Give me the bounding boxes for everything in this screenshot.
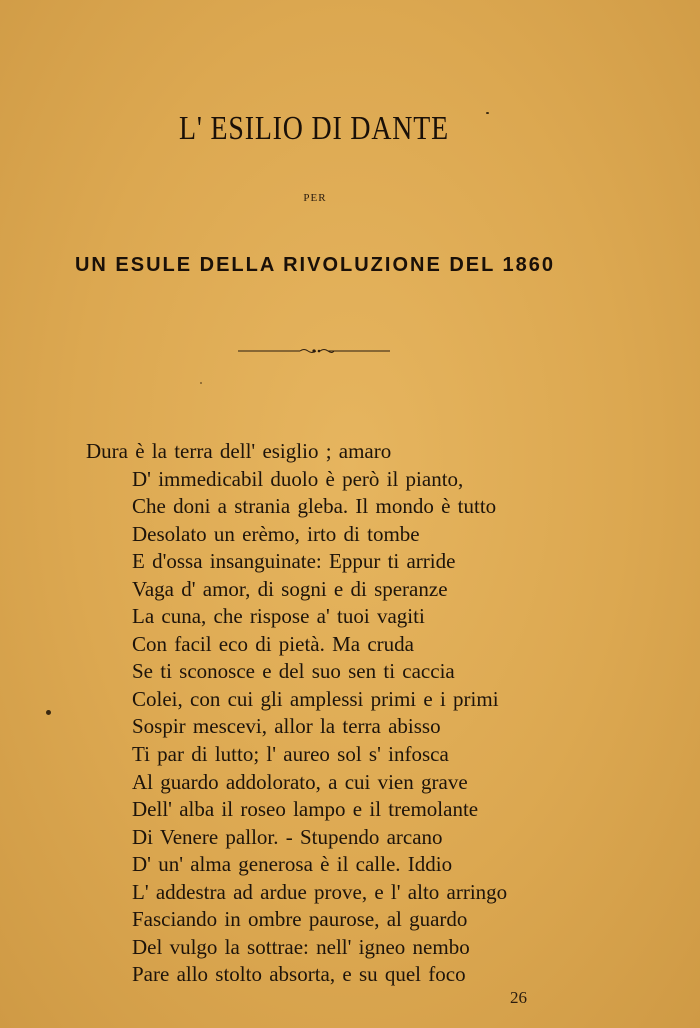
poem-line: La cuna, che rispose a' tuoi vagiti: [132, 604, 425, 629]
poem-line: Ti par di lutto; l' aureo sol s' infosca: [132, 742, 449, 767]
poem-line: Colei, con cui gli amplessi primi e i primi: [132, 686, 499, 711]
poem-line: Pare allo stolto absorta, e su quel foco: [132, 962, 466, 987]
poem-text: [0, 438, 700, 989]
poem-line: Sospir mescevi, allor la terra abisso: [132, 714, 441, 739]
poem-line: Che doni a strania gleba. Il mondo è tutto: [132, 494, 497, 519]
paper-speck: [200, 382, 202, 384]
poem-line: Del vulgo la sottrae: nell' igneo nembo: [132, 934, 470, 959]
poem-line: Al guardo addolorato, a cui vien grave: [132, 769, 468, 794]
poem-line: L' addestra ad ardue prove, e l' alto arringo: [132, 879, 508, 904]
poem-line: Dura è la terra dell' esiglio ; amaro: [86, 439, 392, 463]
poem-line: E d'ossa insanguinate: Eppur ti arride: [132, 549, 456, 574]
page-number: 26: [510, 988, 527, 1007]
poem-line: Vaga d' amor, di sogni e di speranze: [132, 576, 448, 601]
poem-line: Desolato un erèmo, irto di tombe: [132, 521, 420, 546]
ornament-divider: [238, 344, 390, 358]
poem-line: Di Venere pallor. - Stupendo arcano: [132, 824, 443, 849]
paper-speck: [46, 710, 51, 715]
paper-speck: [486, 112, 489, 114]
poem-line: D' un' alma generosa è il calle. Iddio: [132, 852, 453, 877]
poem-line: Fasciando in ombre paurose, al guardo: [132, 907, 468, 932]
page-title: L' ESILIO DI DANTE: [179, 110, 449, 147]
per-label: PER: [303, 192, 327, 204]
poem-line: Dell' alba il roseo lampo e il tremolante: [132, 797, 479, 822]
poem-line: Se ti sconosce e del suo sen ti caccia: [132, 659, 455, 684]
poem-line: Con facil eco di pietà. Ma cruda: [132, 631, 414, 656]
page-subtitle: UN ESULE DELLA RIVOLUZIONE DEL 1860: [74, 254, 556, 276]
poem-line: D' immedicabil duolo è però il pianto,: [132, 466, 464, 491]
